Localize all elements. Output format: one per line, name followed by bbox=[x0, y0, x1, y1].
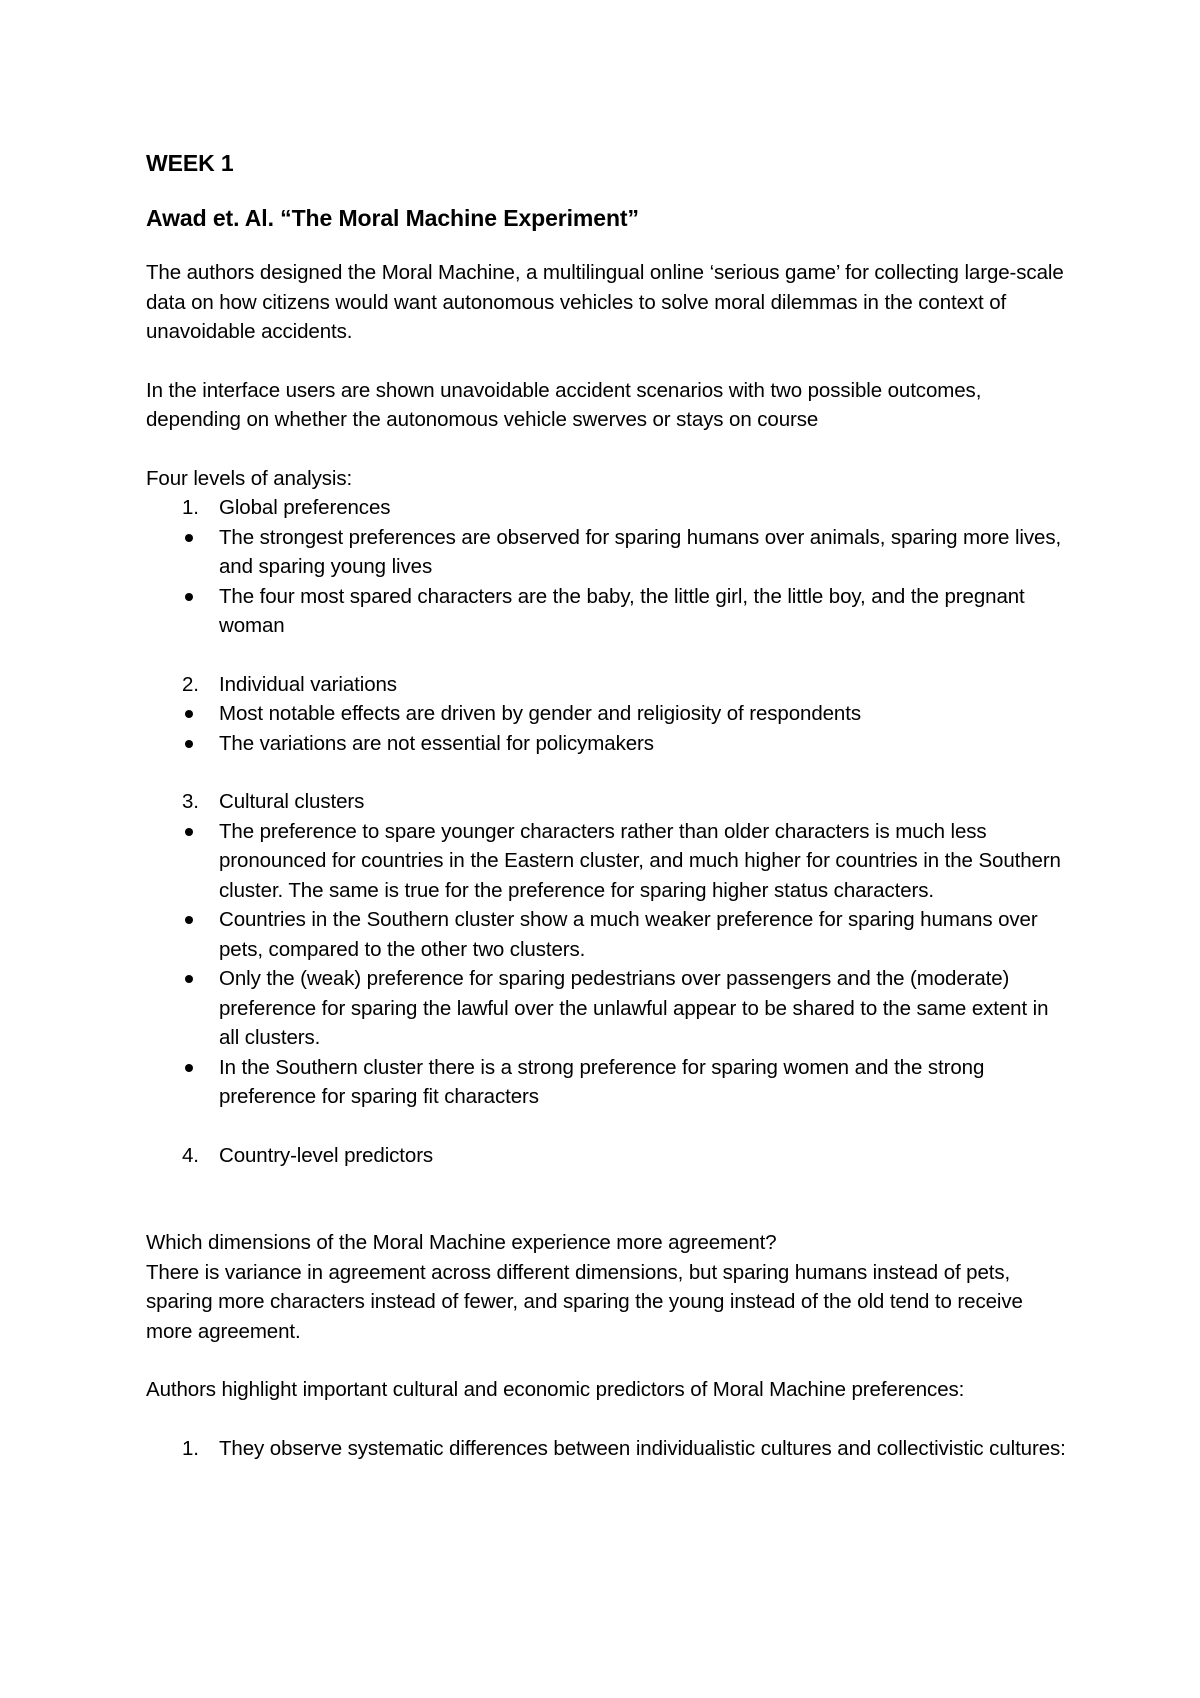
item-label: They observe systematic differences between individualistic cultures and collectivistic cultures: bbox=[219, 1436, 1066, 1460]
item-number: 4. bbox=[182, 1143, 199, 1167]
bullet-icon bbox=[185, 710, 193, 718]
item-number: 1. bbox=[182, 1436, 199, 1460]
numbered-item bbox=[146, 787, 1066, 817]
numbered-item bbox=[146, 493, 1066, 523]
bullet-item bbox=[146, 817, 1066, 906]
bullet-text: The strongest preferences are observed for sparing humans over animals, sparing more lives, and sparing young lives bbox=[219, 525, 1062, 578]
bullet-item bbox=[146, 905, 1066, 964]
numbered-item bbox=[146, 1141, 1066, 1171]
bullet-item bbox=[146, 582, 1066, 641]
bullet-icon bbox=[185, 975, 193, 983]
bullet-item bbox=[146, 699, 1066, 729]
bullet-icon bbox=[185, 593, 193, 601]
answer-text: There is variance in agreement across different dimensions, but sparing humans instead of pets, sparing more characters instead of fewer, and sparing the young instead of the old tend to receive more agreement. bbox=[146, 1260, 1023, 1343]
bullet-icon bbox=[185, 740, 193, 748]
item-label: Country-level predictors bbox=[219, 1143, 434, 1167]
paper-title: Awad et. Al. “The Moral Machine Experiment” bbox=[146, 205, 639, 231]
predictors-intro: Authors highlight important cultural and economic predictors of Moral Machine preferences: bbox=[146, 1378, 965, 1401]
bullet-text: The four most spared characters are the baby, the little girl, the little boy, and the pregnant woman bbox=[219, 584, 1025, 637]
level-section-global bbox=[146, 493, 1066, 641]
spacer bbox=[146, 1170, 1066, 1228]
intro-paragraph-2: In the interface users are shown unavoidable accident scenarios with two possible outcomes, depending on whether the autonomous vehicle swerves or stays on course bbox=[146, 378, 982, 431]
bullet-text: The variations are not essential for policymakers bbox=[219, 731, 654, 755]
bullet-item bbox=[146, 964, 1066, 1053]
document-body bbox=[146, 148, 1066, 1463]
bullet-item bbox=[146, 729, 1066, 759]
item-number: 1. bbox=[182, 496, 199, 519]
item-number: 3. bbox=[182, 790, 199, 813]
item-label: Individual variations bbox=[219, 672, 397, 696]
item-label: Global preferences bbox=[219, 496, 391, 519]
level-section-cultural bbox=[146, 787, 1066, 1112]
level-section-individual bbox=[146, 670, 1066, 759]
bullet-icon bbox=[185, 828, 193, 836]
item-label: Cultural clusters bbox=[219, 790, 365, 813]
bullet-text: In the Southern cluster there is a strong preference for sparing women and the strong preference for sparing fit characters bbox=[219, 1055, 985, 1108]
bullet-text: Countries in the Southern cluster show a much weaker preference for sparing humans over pets, compared to the other two clusters. bbox=[219, 908, 1038, 961]
bullet-icon bbox=[185, 1064, 193, 1072]
question-text: Which dimensions of the Moral Machine experience more agreement? bbox=[146, 1231, 777, 1254]
bullet-icon bbox=[185, 916, 193, 924]
intro-paragraph-1: The authors designed the Moral Machine, a multilingual online ‘serious game’ for collecting large-scale data on how citizens would want autonomous vehicles to solve moral dilemmas in the context of unavoidable accidents. bbox=[146, 261, 1064, 343]
bullet-text: Most notable effects are driven by gender and religiosity of respondents bbox=[219, 702, 861, 725]
numbered-item bbox=[146, 1434, 1066, 1464]
bullet-item bbox=[146, 523, 1066, 582]
item-number: 2. bbox=[182, 672, 199, 696]
levels-intro: Four levels of analysis: bbox=[146, 466, 353, 490]
week-heading: WEEK 1 bbox=[146, 150, 234, 176]
bullet-text: The preference to spare younger characters rather than older characters is much less pronounced for countries in the Eastern cluster, and much higher for countries in the Southern cluster. The same is true for the preference for sparing higher status characters. bbox=[219, 819, 1061, 902]
bullet-text: Only the (weak) preference for sparing pedestrians over passengers and the (moderate) preference for sparing the lawful over the unlawful appear to be shared to the same extent in all clusters. bbox=[219, 967, 1049, 1049]
bullet-icon bbox=[185, 534, 193, 542]
bullet-item bbox=[146, 1053, 1066, 1112]
numbered-item bbox=[146, 670, 1066, 700]
